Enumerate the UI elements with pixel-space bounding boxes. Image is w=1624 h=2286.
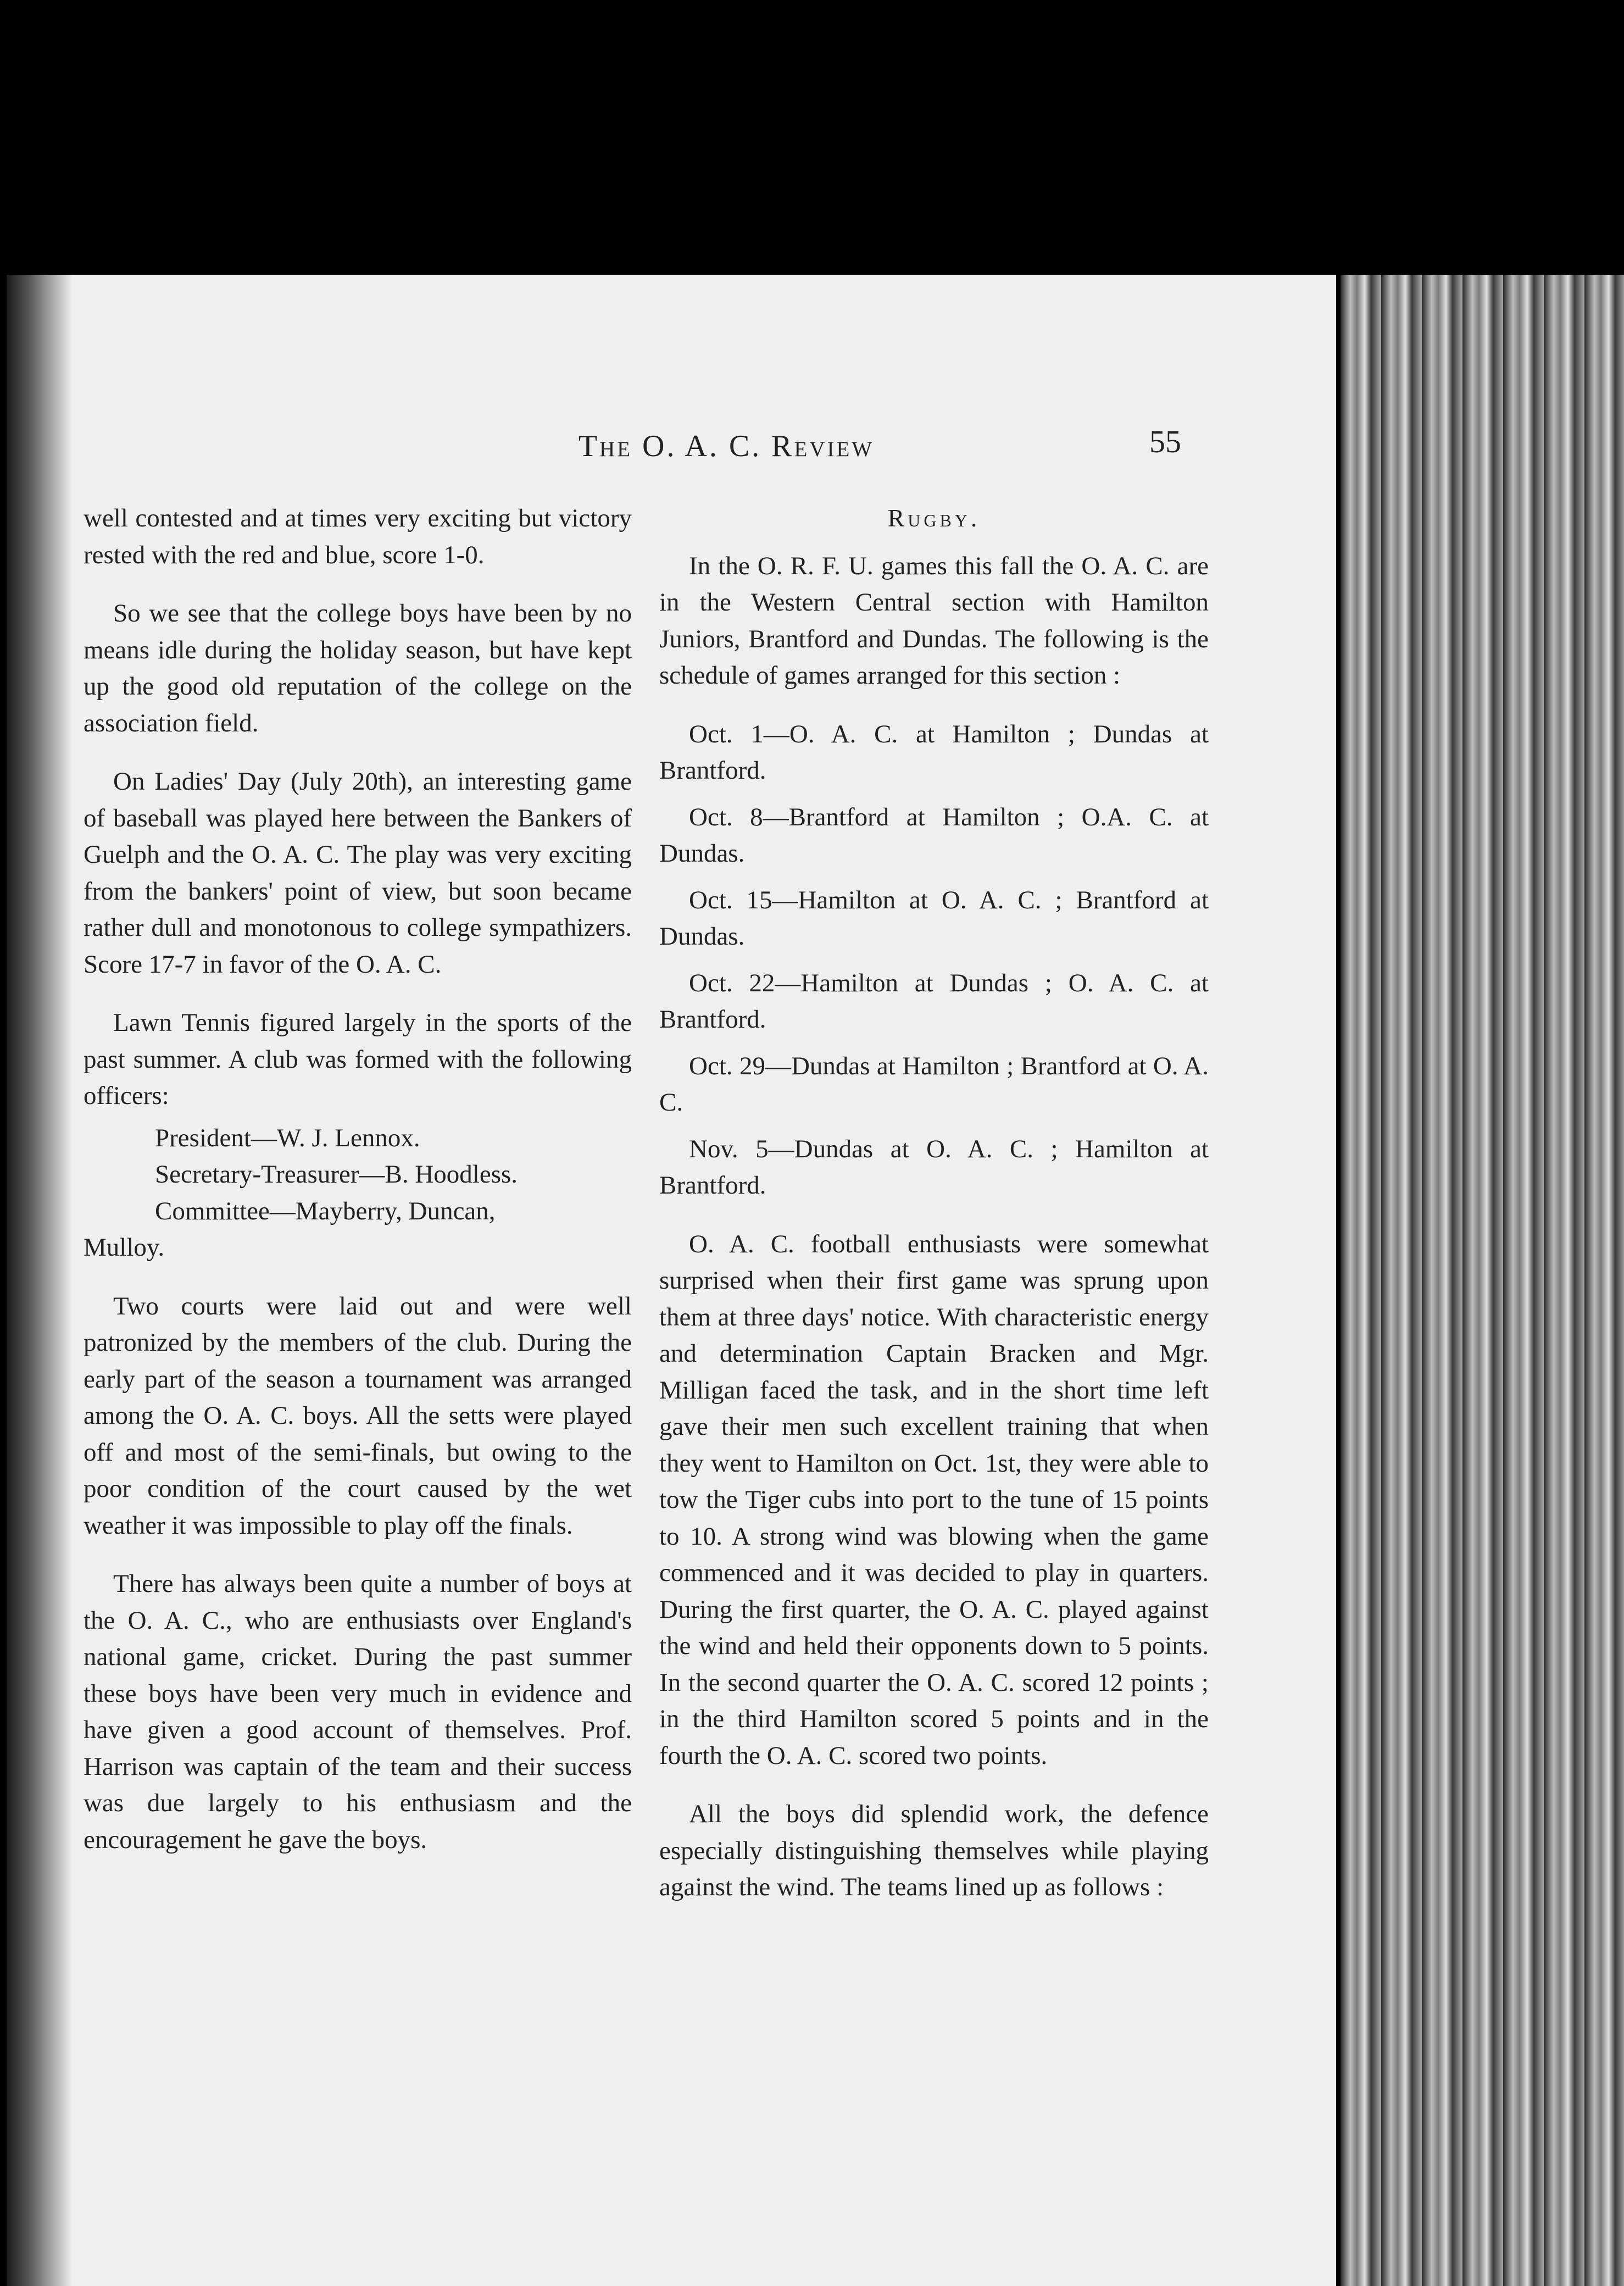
schedule-item: Oct. 29—Dundas at Hamilton ; Brantford at O. A. C. (659, 1051, 1209, 1117)
schedule-item: Oct. 8—Brantford at Hamilton ; O.A. C. at Dundas. (659, 802, 1209, 868)
page-gutter-shadow (7, 275, 73, 2286)
paragraph-football: O. A. C. football enthusiasts were somewhat surprised when their first game was sprung upon them at three days' notice. With characteristic energy and determination Captain Bracken and Mgr. Milligan faced the task, and in the short time left gave their men such excellent training that when they went to Hamilton on Oct. 1st, they were able to tow the Tiger cubs into port to the tune of 15 points to 10. A strong wind was blowing when the game commenced and it was decided to play in quarters. During the first quarter, the O. A. C. played against the wind and held their opponents down to 5 points. In the second quarter the O. A. C. scored 12 points ; in the third Hamilton scored 5 points and in the fourth the O. A. C. scored two points. (659, 1229, 1209, 1770)
running-head: The O. A. C. Review (578, 429, 875, 463)
right-column (659, 500, 1209, 1928)
paragraph-tennis-courts: Two courts were laid out and were well patronized by the members of the club. During the early part of the season a tournament was arranged among the O. A. C. boys. All the setts were played off and most of the semi-finals, but owing to the poor condition of the court caused by the wet weather it was impossible to play off the finals. (84, 1291, 632, 1540)
officer-committee: Committee—Mayberry, Duncan, (155, 1196, 496, 1225)
officer-president: President—W. J. Lennox. (155, 1123, 420, 1152)
schedule-item: Oct. 1—O. A. C. at Hamilton ; Dundas at Brantford. (659, 719, 1209, 785)
paragraph-rugby-intro: In the O. R. F. U. games this fall the O. A. C. are in the Western Central section with Hamilton Juniors, Brantford and Dundas. The following is the schedule of games arranged for this section : (659, 551, 1209, 690)
section-title-rugby: Rugby. (887, 504, 981, 532)
schedule-item: Nov. 5—Dundas at O. A. C. ; Hamilton at Brantford. (659, 1134, 1209, 1200)
paragraph-holiday-season: So we see that the college boys have been by no means idle during the holiday season, but have kept up the good old reputation of the college on the association field. (84, 599, 632, 737)
paragraph-ladies-day: On Ladies' Day (July 20th), an interesting game of baseball was played here between the Bankers of Guelph and the O. A. C. The play was very exciting from the bankers' point of view, but soon became rather dull and monotonous to college sympathizers. Score 17-7 in favor of the O. A. C. (84, 767, 632, 979)
left-column (84, 500, 632, 1880)
book-page-edges (1341, 275, 1624, 2286)
officer-committee-continued: Mulloy. (84, 1233, 165, 1262)
paragraph-lawn-tennis: Lawn Tennis figured largely in the sports of the past summer. A club was formed with the following officers: (84, 1008, 632, 1110)
officers-list (84, 1120, 632, 1266)
paragraph-cricket: There has always been quite a number of boys at the O. A. C., who are enthusiasts over England's national game, cricket. During the past summer these boys have been very much in evidence and have given a good account of themselves. Prof. Harrison was captain of the team and their success was due largely to his enthusiasm and the encouragement he gave the boys. (84, 1569, 632, 1854)
paragraph-continuation: well contested and at times very exciting but victory rested with the red and blue, score 1-0. (84, 504, 632, 569)
schedule-item: Oct. 15—Hamilton at O. A. C. ; Brantford at Dundas. (659, 885, 1209, 951)
book-page (7, 275, 1336, 2286)
page-number: 55 (1149, 424, 1181, 459)
paragraph-lineup: All the boys did splendid work, the defence especially distinguishing themselves while playing against the wind. The teams lined up as follows : (659, 1800, 1209, 1901)
schedule-item: Oct. 22—Hamilton at Dundas ; O. A. C. at Brantford. (659, 968, 1209, 1034)
officer-secretary: Secretary-Treasurer—B. Hoodless. (155, 1160, 518, 1189)
schedule-list (659, 716, 1209, 1204)
